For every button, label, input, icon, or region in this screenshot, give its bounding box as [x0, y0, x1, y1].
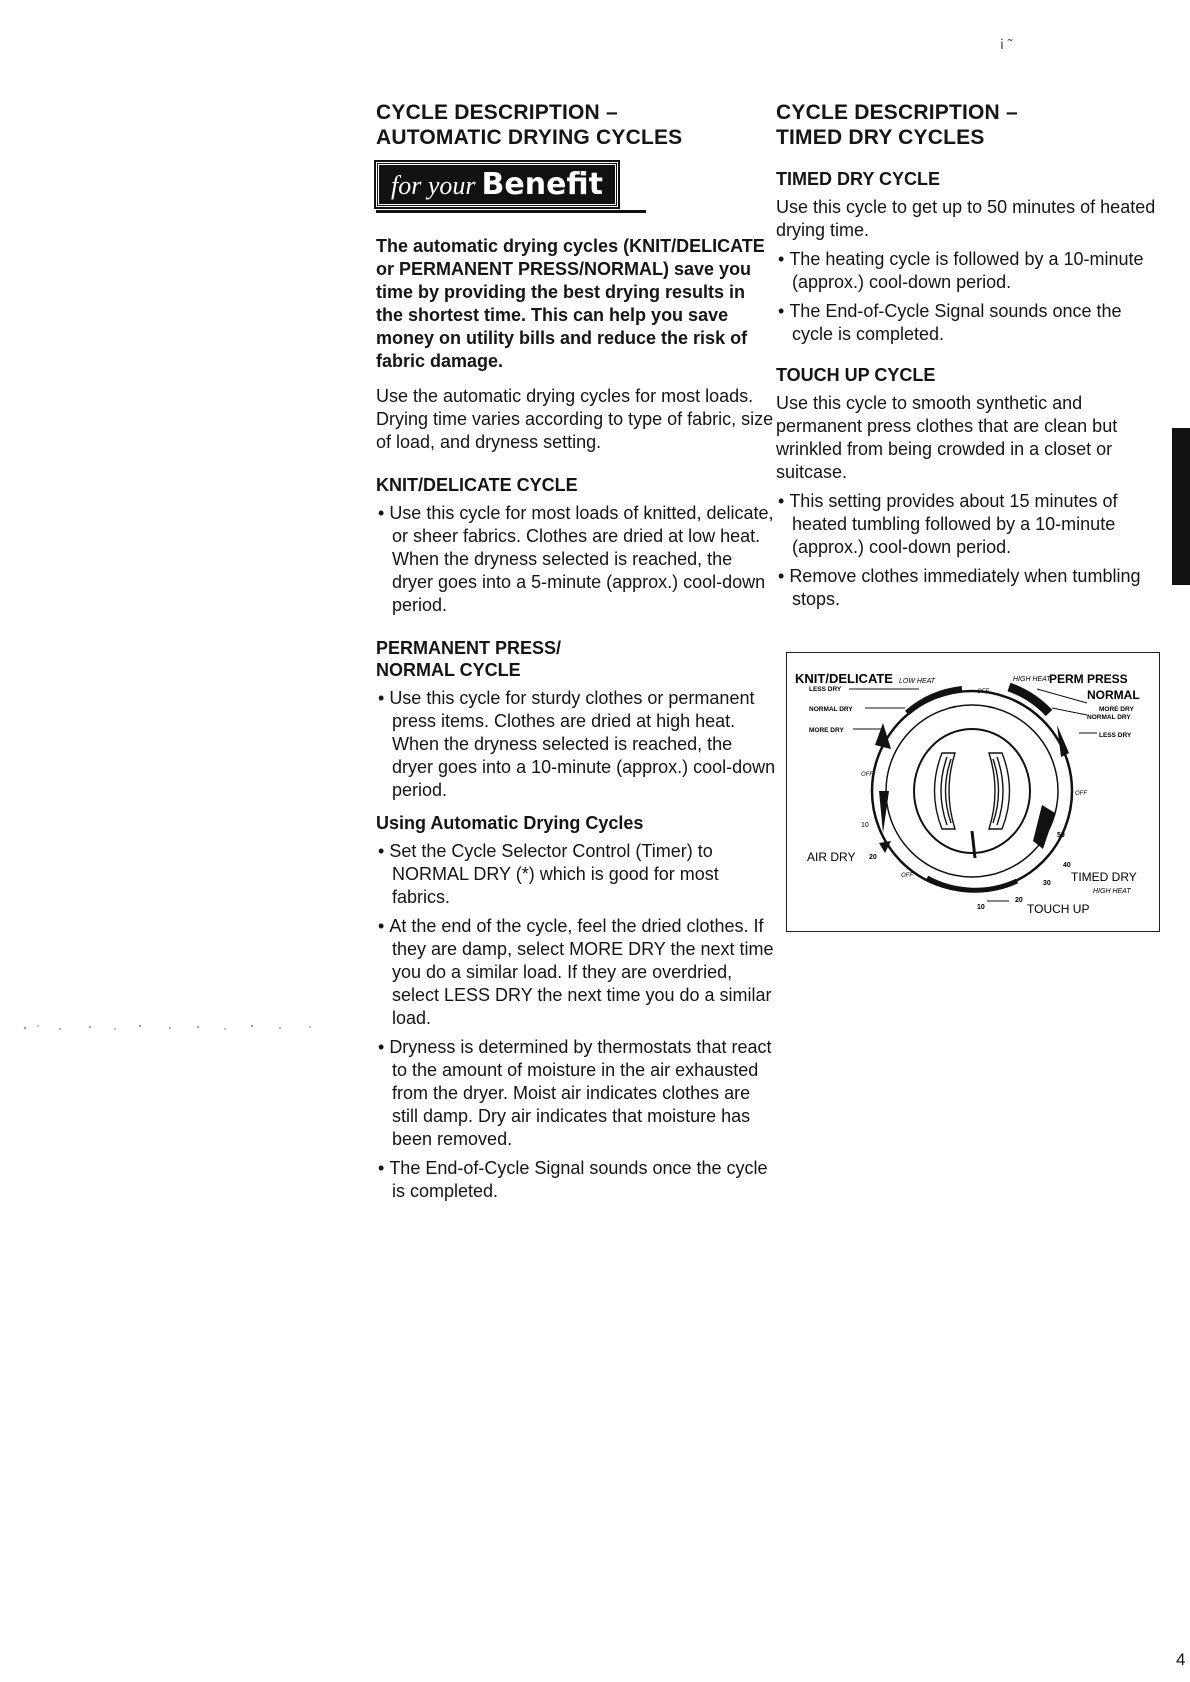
- label-off-bottom: OFF: [901, 873, 913, 879]
- timed-dry-list: [776, 248, 1156, 346]
- section-edge-tab: [1172, 428, 1190, 585]
- label-more-dry-right: MORE DRY: [1099, 706, 1134, 713]
- list-item: • The heating cycle is followed by a 10-minute (approx.) cool-down period.: [776, 248, 1156, 294]
- label-off-top: OFF: [977, 689, 989, 695]
- label-40: 40: [1063, 862, 1071, 869]
- scan-mark: ⅰ ˜: [1000, 36, 1013, 52]
- label-less-dry-right: LESS DRY: [1099, 732, 1132, 739]
- list-item: • The End-of-Cycle Signal sounds once the cycle is completed.: [376, 1157, 776, 1203]
- label-high-heat-top: HIGH HEAT: [1013, 676, 1051, 683]
- label-off-right: OFF: [1075, 791, 1087, 797]
- list-item: • Set the Cycle Selector Control (Timer) to NORMAL DRY (*) which is good for most fabrics.: [376, 840, 776, 909]
- label-20-bottom: 20: [1015, 897, 1023, 904]
- label-20-left: 20: [869, 854, 877, 861]
- cycle-selector-dial-diagram: [786, 652, 1160, 932]
- heading-line-2: AUTOMATIC DRYING CYCLES: [376, 126, 683, 149]
- left-column: [376, 100, 776, 1213]
- list-item: • The End-of-Cycle Signal sounds once the cycle is completed.: [776, 300, 1156, 346]
- using-automatic-list: [376, 840, 776, 1203]
- benefit-underline: [376, 210, 646, 213]
- page-number: 4: [1176, 1650, 1186, 1669]
- label-knit-delicate: KNIT/DELICATE: [795, 671, 893, 686]
- knit-delicate-list: [376, 502, 776, 617]
- label-low-heat: LOW HEAT: [899, 678, 936, 685]
- label-normal-dry-right: NORMAL DRY: [1087, 714, 1131, 721]
- list-item: • This setting provides about 15 minutes of heated tumbling followed by a 10-minute (approx.) cool-down period.: [776, 490, 1156, 559]
- label-normal: NORMAL: [1087, 688, 1140, 702]
- label-10-bottom: 10: [977, 904, 985, 911]
- label-more-dry-left: MORE DRY: [809, 727, 844, 734]
- label-10-left: 10: [861, 822, 869, 829]
- perm-heading-line-2: NORMAL CYCLE: [376, 660, 521, 680]
- heading-line-1: CYCLE DESCRIPTION –: [776, 101, 1018, 124]
- label-off-left: OFF: [861, 772, 873, 778]
- touch-up-list: [776, 490, 1156, 611]
- dial-svg: [787, 653, 1158, 930]
- timed-dry-body: Use this cycle to get up to 50 minutes of heated drying time.: [776, 197, 1156, 240]
- list-item: • Remove clothes immediately when tumbling stops.: [776, 565, 1156, 611]
- scan-smudge: [20, 1022, 330, 1034]
- right-column: [776, 100, 1156, 621]
- knit-delicate-heading: KNIT/DELICATE CYCLE: [376, 475, 578, 495]
- label-air-dry: AIR DRY: [807, 850, 856, 864]
- automatic-intro-bold: The automatic drying cycles (KNIT/DELICATE or PERMANENT PRESS/NORMAL) save you time by providing the best drying results in the shortest time. This can help you save money on utility bills and reduce the risk of fabric damage.: [376, 236, 765, 371]
- label-touch-up: TOUCH UP: [1027, 902, 1090, 916]
- label-perm-press: PERM PRESS: [1049, 672, 1128, 686]
- timed-dry-heading: TIMED DRY CYCLE: [776, 169, 941, 189]
- touch-up-body: Use this cycle to smooth synthetic and permanent press clothes that are clean but wrinkled from being crowded in a closet or suitcase.: [776, 393, 1118, 482]
- timed-cycles-heading: [776, 100, 1156, 150]
- perm-heading-line-1: PERMANENT PRESS/: [376, 638, 562, 658]
- label-timed-dry: TIMED DRY: [1071, 870, 1137, 884]
- list-item: • At the end of the cycle, feel the dried clothes. If they are damp, select MORE DRY the next time you do a similar load. If they are overdried, select LESS DRY the next time you do a similar load.: [376, 915, 776, 1030]
- label-30: 30: [1043, 880, 1051, 887]
- benefit-for-your: for your: [391, 171, 476, 200]
- leader-normal: [1037, 689, 1087, 703]
- list-item: • Use this cycle for most loads of knitted, delicate, or sheer fabrics. Clothes are dried at low heat. When the dryness selected is reached, the dryer goes into a 5-minute (approx.) cool-down period.: [376, 502, 776, 617]
- list-item: • Use this cycle for sturdy clothes or permanent press items. Clothes are dried at high heat. When the dryness selected is reached, the dryer goes into a 10-minute (approx.) cool-down period.: [376, 687, 776, 802]
- label-less-dry-left: LESS DRY: [809, 686, 842, 693]
- list-item: • Dryness is determined by thermostats that react to the amount of moisture in the air exhausted from the dryer. Moist air indicates clothes are still damp. Dry air indicates that moisture has been removed.: [376, 1036, 776, 1151]
- touch-up-heading: TOUCH UP CYCLE: [776, 365, 936, 385]
- permanent-press-heading: [376, 637, 776, 681]
- permanent-press-list: [376, 687, 776, 802]
- automatic-cycles-heading: [376, 100, 776, 150]
- for-your-benefit-badge: [376, 162, 618, 207]
- heading-line-1: CYCLE DESCRIPTION –: [376, 101, 618, 124]
- label-high-heat-bottom: HIGH HEAT: [1093, 888, 1131, 895]
- automatic-intro-body: Use the automatic drying cycles for most loads. Drying time varies according to type of fabric, size of load, and dryness setting.: [376, 386, 774, 452]
- label-normal-dry-left: NORMAL DRY: [809, 706, 853, 713]
- leader-normal-dry-right: [1052, 708, 1087, 715]
- using-automatic-heading: Using Automatic Drying Cycles: [376, 813, 644, 833]
- benefit-word: Benefit: [481, 167, 603, 202]
- heading-line-2: TIMED DRY CYCLES: [776, 126, 985, 149]
- label-50: 50: [1057, 832, 1065, 839]
